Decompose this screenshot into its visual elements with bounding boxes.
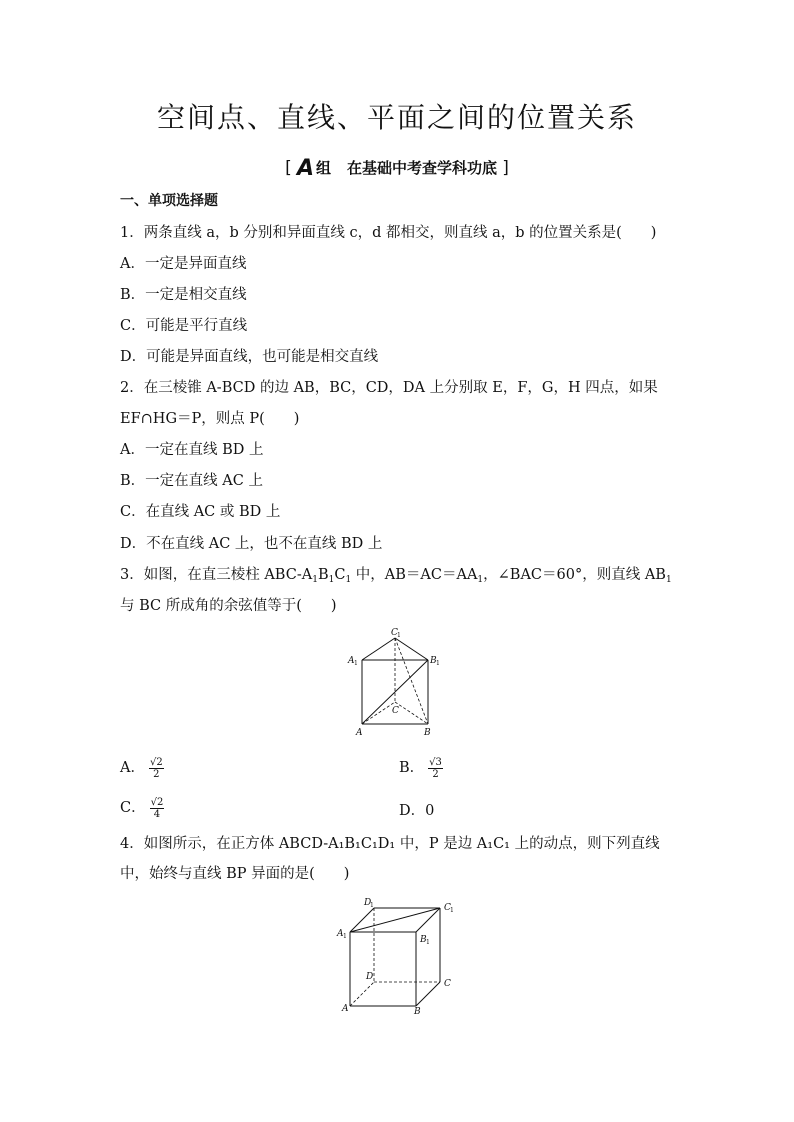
q1-option-d: D．可能是异面直线，也可能是相交直线: [120, 349, 379, 365]
group-subtitle: 在基础中考查学科功底: [347, 159, 498, 177]
svg-text:C: C: [391, 628, 398, 638]
q2-option-b: B．一定在直线 AC 上: [120, 473, 263, 489]
svg-text:C: C: [392, 706, 399, 716]
group-header: [0, 156, 794, 181]
svg-text:A: A: [342, 1004, 349, 1014]
q2-stem-line2: EF∩HG＝P，则点 P( ): [120, 411, 300, 427]
q1-option-c: C．可能是平行直线: [120, 318, 248, 334]
q1-stem: 1．两条直线 a，b 分别和异面直线 c，d 都相交，则直线 a，b 的位置关系是( ): [120, 225, 657, 241]
group-badge: A: [296, 156, 314, 181]
svg-text:C: C: [444, 979, 451, 989]
svg-text:D: D: [364, 898, 372, 908]
svg-text:C: C: [444, 903, 451, 913]
q2-stem-line1: 2．在三棱锥 A-BCD 的边 AB，BC，CD，DA 上分别取 E，F，G，H 四点，如果: [120, 380, 658, 396]
q1-option-a: A．一定是异面直线: [120, 256, 247, 272]
page-title: 空间点、直线、平面之间的位置关系: [156, 101, 637, 134]
svg-text:1: 1: [343, 933, 347, 940]
group-label: 组: [316, 159, 332, 177]
svg-text:A: A: [356, 728, 363, 738]
q3-option-d: D．0: [399, 803, 435, 819]
q2-option-c: C．在直线 AC 或 BD 上: [120, 504, 281, 520]
svg-text:1: 1: [397, 632, 401, 639]
svg-text:1: 1: [436, 660, 440, 667]
q4-stem-line1: 4．如图所示，在正方体 ABCD-A₁B₁C₁D₁ 中，P 是边 A₁C₁ 上的动点，则下列直线: [120, 836, 660, 852]
q4-cube-figure: [334, 890, 464, 1016]
svg-text:B: B: [430, 656, 437, 666]
q3-prism-figure: [340, 622, 450, 740]
q3-stem-line1: 3．如图，在直三棱柱 ABC-$A_1B_1C_1$ 中，$AB=AC=AA_1$，∠BAC＝60°，则直线 $AB_1$: [120, 567, 672, 585]
q3-option-a: A． $\frac{√2}{2}$: [120, 756, 163, 780]
q2-option-a: A．一定在直线 BD 上: [120, 442, 264, 458]
svg-text:A: A: [348, 656, 355, 666]
q2-option-d: D．不在直线 AC 上，也不在直线 BD 上: [120, 536, 383, 552]
q3-option-b: B． $\frac{√3}{2}$: [399, 756, 442, 780]
open-bracket: [: [285, 158, 292, 178]
svg-text:B: B: [420, 935, 427, 945]
close-bracket: ]: [502, 158, 509, 178]
svg-text:1: 1: [426, 939, 430, 946]
svg-text:A: A: [337, 929, 344, 939]
q4-stem-line2: 中，始终与直线 BP 异面的是( ): [120, 866, 350, 882]
svg-text:1: 1: [370, 902, 374, 909]
q3-option-c: C． $\frac{√2}{4}$: [120, 796, 164, 820]
q1-option-b: B．一定是相交直线: [120, 287, 247, 303]
svg-text:1: 1: [450, 907, 454, 914]
svg-text:B: B: [414, 1007, 421, 1016]
svg-text:B: B: [424, 728, 431, 738]
q3-stem-line2: 与 BC 所成角的余弦值等于( ): [120, 598, 337, 614]
svg-text:1: 1: [354, 660, 358, 667]
section-title: 一、单项选择题: [120, 193, 218, 209]
svg-text:D: D: [366, 972, 374, 982]
